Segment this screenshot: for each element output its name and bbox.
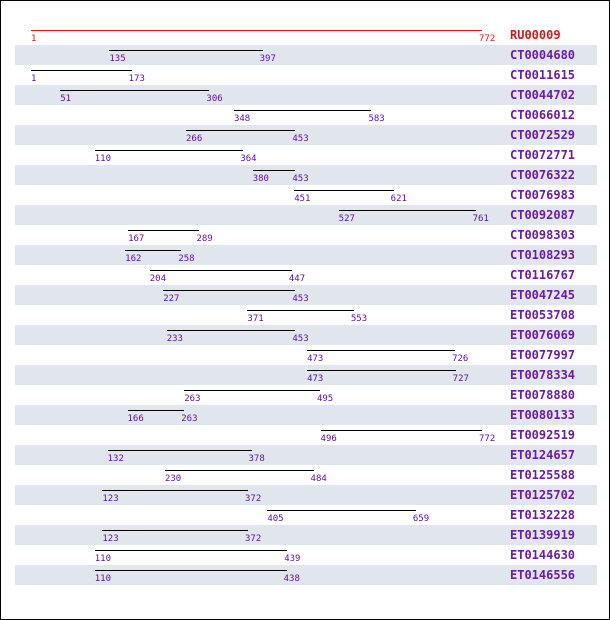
hit-end-label: 453 [292, 134, 309, 144]
hit-id-link[interactable]: CT0072771 [510, 148, 576, 162]
hit-start-label: 110 [94, 154, 112, 164]
hit-segment [234, 110, 371, 111]
hit-start-label: 496 [320, 434, 337, 444]
hit-segment [163, 290, 295, 291]
reference-id[interactable]: RU00009 [510, 28, 561, 42]
hit-end-label: 447 [288, 274, 306, 284]
hit-end-label: 372 [245, 534, 262, 544]
hit-id-link[interactable]: ET0080133 [510, 408, 576, 422]
hit-row [15, 305, 597, 325]
hit-end-label: 553 [350, 314, 368, 324]
hit-segment [31, 70, 132, 71]
hit-id-link[interactable]: ET0124657 [510, 448, 576, 462]
hit-row [15, 365, 597, 385]
hit-end-label: 364 [240, 154, 257, 164]
hit-row [15, 385, 597, 405]
hit-id-link[interactable]: ET0144630 [510, 548, 576, 562]
hit-row [15, 145, 597, 165]
hit-start-label: 348 [233, 114, 251, 124]
hit-id-link[interactable]: CT0004680 [510, 48, 576, 62]
hit-row [15, 545, 597, 565]
hit-id-link[interactable]: CT0076983 [510, 188, 576, 202]
hit-start-label: 135 [109, 54, 126, 64]
hit-segment [95, 550, 287, 551]
hit-end-label: 258 [178, 254, 195, 264]
hit-start-label: 162 [125, 254, 142, 264]
hit-id-link[interactable]: ET0078880 [510, 388, 576, 402]
hit-start-label: 266 [186, 134, 203, 144]
hit-row [15, 505, 597, 525]
hit-segment [186, 130, 295, 131]
hit-end-label: 372 [245, 494, 262, 504]
hit-segment [128, 410, 185, 411]
hit-start-label: 204 [149, 274, 166, 284]
hit-start-label: 473 [307, 374, 324, 384]
hit-row [15, 205, 597, 225]
hit-segment [95, 570, 287, 571]
hit-end-label: 397 [259, 54, 276, 64]
hit-id-link[interactable]: CT0072529 [510, 128, 576, 142]
hit-row [15, 565, 597, 585]
hit-segment [60, 90, 209, 91]
hit-end-label: 583 [368, 114, 385, 124]
hit-id-link[interactable]: CT0098303 [510, 228, 576, 242]
hit-segment [95, 150, 244, 151]
hit-end-label: 621 [390, 194, 407, 204]
hit-end-label: 438 [283, 574, 300, 584]
hit-id-link[interactable]: ET0077997 [510, 348, 576, 362]
hit-row [15, 525, 597, 545]
hit-id-link[interactable]: ET0076069 [510, 328, 576, 342]
hit-segment [339, 210, 476, 211]
hit-segment [294, 190, 393, 191]
hit-id-link[interactable]: ET0125588 [510, 468, 576, 482]
hit-id-link[interactable]: ET0139919 [510, 528, 576, 542]
hit-segment [267, 510, 416, 511]
hit-segment [165, 470, 314, 471]
hit-id-link[interactable]: CT0066012 [510, 108, 576, 122]
hit-end-label: 289 [196, 234, 213, 244]
hit-id-link[interactable]: ET0125702 [510, 488, 576, 502]
hit-row [15, 445, 597, 465]
reference-end: 772 [479, 34, 496, 44]
hit-segment [108, 450, 252, 451]
hit-segment [184, 390, 320, 391]
hit-segment [307, 370, 456, 371]
hit-row [15, 425, 597, 445]
hit-id-link[interactable]: ET0053708 [510, 308, 576, 322]
hit-id-link[interactable]: CT0044702 [510, 88, 576, 102]
hit-start-label: 451 [294, 194, 311, 204]
hit-row [15, 225, 597, 245]
reference-row [15, 25, 597, 45]
hit-id-link[interactable]: CT0076322 [510, 168, 576, 182]
hit-start-label: 233 [166, 334, 183, 344]
hit-end-label: 453 [292, 334, 309, 344]
hit-end-label: 453 [292, 294, 309, 304]
hit-row [15, 65, 597, 85]
hit-id-link[interactable]: CT0092087 [510, 208, 576, 222]
hit-row [15, 85, 597, 105]
hit-start-label: 1 [31, 74, 37, 84]
hit-start-label: 371 [247, 314, 264, 324]
hit-end-label: 495 [316, 394, 334, 404]
hit-id-link[interactable]: ET0092519 [510, 428, 576, 442]
hit-id-link[interactable]: ET0146556 [510, 568, 576, 582]
hit-start-label: 167 [128, 234, 145, 244]
hit-end-label: 306 [206, 94, 223, 104]
hit-row [15, 125, 597, 145]
hit-row [15, 325, 597, 345]
hit-segment [109, 50, 262, 51]
hit-segment [102, 490, 248, 491]
hit-end-label: 378 [248, 454, 265, 464]
hit-row [15, 185, 597, 205]
hit-id-link[interactable]: ET0132228 [510, 508, 576, 522]
hit-row [15, 285, 597, 305]
hit-row [15, 345, 597, 365]
hit-id-link[interactable]: ET0078334 [510, 368, 576, 382]
hit-end-label: 453 [292, 174, 309, 184]
hit-row [15, 485, 597, 505]
reference-segment [31, 30, 482, 31]
hit-start-label: 380 [252, 174, 269, 184]
hit-id-link[interactable]: CT0108293 [510, 248, 576, 262]
hit-row [15, 45, 597, 65]
reference-start: 1 [31, 34, 37, 44]
hit-start-label: 227 [163, 294, 180, 304]
hit-row [15, 405, 597, 425]
hit-start-label: 405 [267, 514, 284, 524]
hit-end-label: 726 [452, 354, 469, 364]
hit-end-label: 173 [128, 74, 145, 84]
hit-start-label: 263 [184, 394, 201, 404]
hit-end-label: 263 [181, 414, 198, 424]
hit-segment [321, 430, 482, 431]
hit-start-label: 51 [60, 94, 72, 104]
hit-start-label: 123 [102, 494, 119, 504]
hit-row [15, 245, 597, 265]
hit-segment [167, 330, 296, 331]
hit-start-label: 230 [164, 474, 182, 484]
hit-id-link[interactable]: CT0116767 [510, 268, 576, 282]
hit-end-label: 727 [452, 374, 469, 384]
hit-segment [125, 250, 181, 251]
hit-segment [102, 530, 248, 531]
hit-row [15, 105, 597, 125]
hit-id-link[interactable]: ET0047245 [510, 288, 576, 302]
hit-id-link[interactable]: CT0011615 [510, 68, 576, 82]
hit-start-label: 527 [338, 214, 355, 224]
hit-start-label: 132 [107, 454, 124, 464]
hit-start-label: 166 [127, 414, 144, 424]
hit-start-label: 110 [94, 554, 112, 564]
hit-segment [247, 310, 353, 311]
hit-start-label: 123 [102, 534, 119, 544]
hit-start-label: 473 [307, 354, 324, 364]
hit-segment [253, 170, 296, 171]
hit-row [15, 465, 597, 485]
hit-end-label: 484 [310, 474, 327, 484]
hit-row [15, 165, 597, 185]
hit-end-label: 761 [472, 214, 489, 224]
hit-end-label: 772 [479, 434, 496, 444]
hit-row [15, 265, 597, 285]
hit-end-label: 439 [284, 554, 301, 564]
hit-segment [150, 270, 292, 271]
hit-end-label: 659 [412, 514, 430, 524]
hit-segment [307, 350, 455, 351]
hit-start-label: 110 [94, 574, 112, 584]
hit-segment [128, 230, 199, 231]
